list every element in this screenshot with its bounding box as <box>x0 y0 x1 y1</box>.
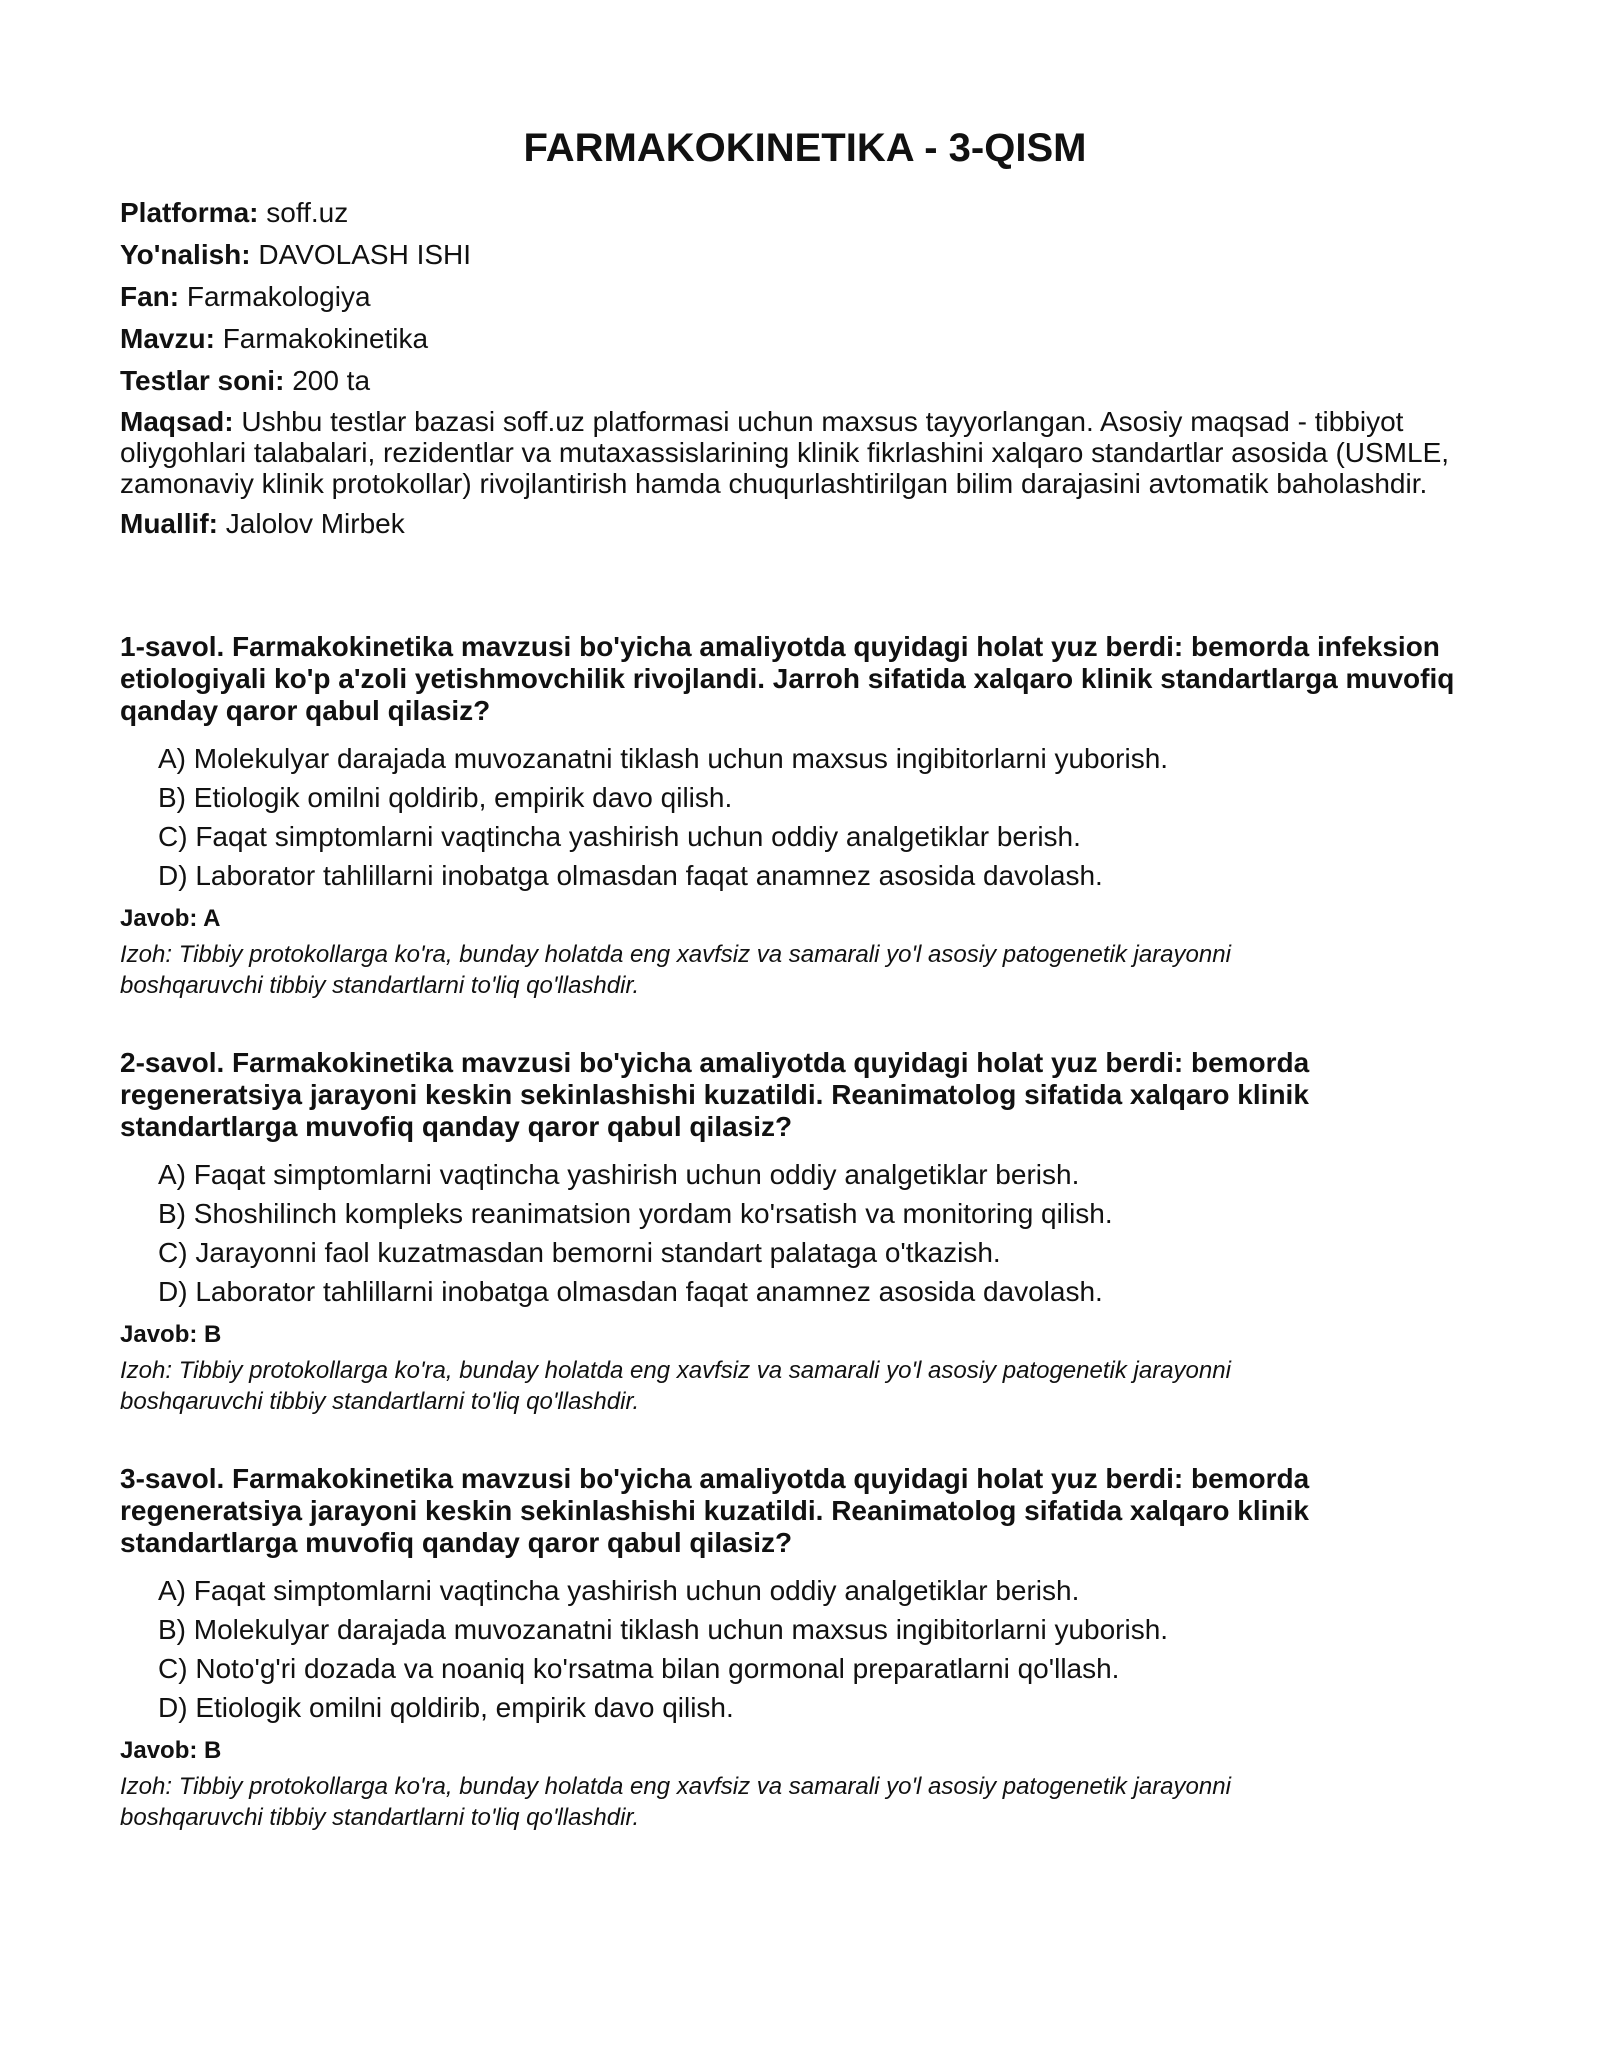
answer-option: C) Noto'g'ri dozada va noaniq ko'rsatma bilan gormonal preparatlarni qo'llash. <box>158 1653 1120 1684</box>
question-title: 3-savol. Farmakokinetika mavzusi bo'yicha amaliyotda quyidagi holat yuz berdi: bemorda regeneratsiya jarayoni keskin sekinlashishi kuzatildi. Reanimatolog sifatida xalqaro klinik standartlarga muvofiq qanday qaror qabul qilasiz? <box>120 1463 1310 1558</box>
meta-label: Muallif: <box>120 508 218 539</box>
question-block <box>120 1463 1490 1833</box>
meta-author <box>120 507 1490 541</box>
answer-option: C) Jarayonni faol kuzatmasdan bemorni standart palataga o'tkazish. <box>158 1237 1001 1268</box>
document-page <box>120 120 1490 1879</box>
explanation-note: Izoh: Tibbiy protokollarga ko'ra, bunday holatda eng xavfsiz va samarali yo'l asosiy patogenetik jarayonni boshqaruvchi tibbiy standartlarni to'liq qo'llashdir. <box>120 1357 1231 1415</box>
correct-answer: Javob: B <box>120 1737 222 1764</box>
meta-label: Maqsad: <box>120 406 234 437</box>
meta-value: Jalolov Mirbek <box>225 508 405 539</box>
answer-option: D) Laborator tahlillarni inobatga olmasdan faqat anamnez asosida davolash. <box>158 1276 1103 1307</box>
question-title: 2-savol. Farmakokinetika mavzusi bo'yicha amaliyotda quyidagi holat yuz berdi: bemorda regeneratsiya jarayoni keskin sekinlashishi kuzatildi. Reanimatolog sifatida xalqaro klinik standartlarga muvofiq qanday qaror qabul qilasiz? <box>120 1047 1310 1142</box>
explanation-note: Izoh: Tibbiy protokollarga ko'ra, bunday holatda eng xavfsiz va samarali yo'l asosiy patogenetik jarayonni boshqaruvchi tibbiy standartlarni to'liq qo'llashdir. <box>120 1773 1231 1831</box>
answer-option: D) Etiologik omilni qoldirib, empirik davo qilish. <box>158 1692 734 1723</box>
meta-value: Farmakokinetika <box>222 323 429 354</box>
meta-purpose <box>120 406 1490 499</box>
question-block <box>120 1047 1490 1417</box>
meta-label: Yo'nalish: <box>120 239 251 270</box>
meta-platform <box>120 196 1490 230</box>
meta-topic <box>120 322 1490 356</box>
answer-option: A) Faqat simptomlarni vaqtincha yashirish uchun oddiy analgetiklar berish. <box>158 1159 1080 1190</box>
question-block <box>120 631 1490 1001</box>
answer-option: A) Faqat simptomlarni vaqtincha yashirish uchun oddiy analgetiklar berish. <box>158 1575 1080 1606</box>
document-title: FARMAKOKINETIKA - 3-QISM <box>523 126 1087 170</box>
answer-options <box>120 1155 1490 1311</box>
meta-block <box>120 196 1490 541</box>
meta-direction <box>120 238 1490 272</box>
meta-label: Mavzu: <box>120 323 215 354</box>
explanation-note: Izoh: Tibbiy protokollarga ko'ra, bunday holatda eng xavfsiz va samarali yo'l asosiy patogenetik jarayonni boshqaruvchi tibbiy standartlarni to'liq qo'llashdir. <box>120 941 1231 999</box>
correct-answer: Javob: B <box>120 1321 222 1348</box>
meta-subject <box>120 280 1490 314</box>
answer-option: A) Molekulyar darajada muvozanatni tiklash uchun maxsus ingibitorlarni yuborish. <box>158 743 1169 774</box>
meta-label: Fan: <box>120 281 180 312</box>
correct-answer: Javob: A <box>120 905 221 932</box>
answer-options <box>120 1571 1490 1727</box>
meta-value: soff.uz <box>266 197 349 228</box>
meta-label: Testlar soni: <box>120 365 285 396</box>
meta-value: 200 ta <box>292 365 371 396</box>
meta-label: Platforma: <box>120 197 259 228</box>
answer-option: B) Etiologik omilni qoldirib, empirik davo qilish. <box>158 782 733 813</box>
answer-options <box>120 739 1490 895</box>
meta-value: Ushbu testlar bazasi soff.uz platformasi uchun maxsus tayyorlangan. Asosiy maqsad - tibbiyot oliygohlari talabalari, rezidentlar va mutaxassislarining klinik fikrlashini xalqaro standartlar asosida (USMLE, zamonaviy klinik protokollar) rivojlantirish hamda chuqurlashtirilgan bilim darajasini avtomatik baholashdir. <box>120 406 1450 499</box>
answer-option: C) Faqat simptomlarni vaqtincha yashirish uchun oddiy analgetiklar berish. <box>158 821 1081 852</box>
answer-option: D) Laborator tahlillarni inobatga olmasdan faqat anamnez asosida davolash. <box>158 860 1103 891</box>
meta-value: DAVOLASH ISHI <box>258 239 472 270</box>
answer-option: B) Molekulyar darajada muvozanatni tiklash uchun maxsus ingibitorlarni yuborish. <box>158 1614 1169 1645</box>
answer-option: B) Shoshilinch kompleks reanimatsion yordam ko'rsatish va monitoring qilish. <box>158 1198 1113 1229</box>
meta-value: Farmakologiya <box>186 281 371 312</box>
question-title: 1-savol. Farmakokinetika mavzusi bo'yicha amaliyotda quyidagi holat yuz berdi: bemorda infeksion etiologiyali ko'p a'zoli yetishmovchilik rivojlandi. Jarroh sifatida xalqaro klinik standartlarga muvofiq qanday qaror qabul qilasiz? <box>120 631 1455 726</box>
meta-test-count <box>120 364 1490 398</box>
